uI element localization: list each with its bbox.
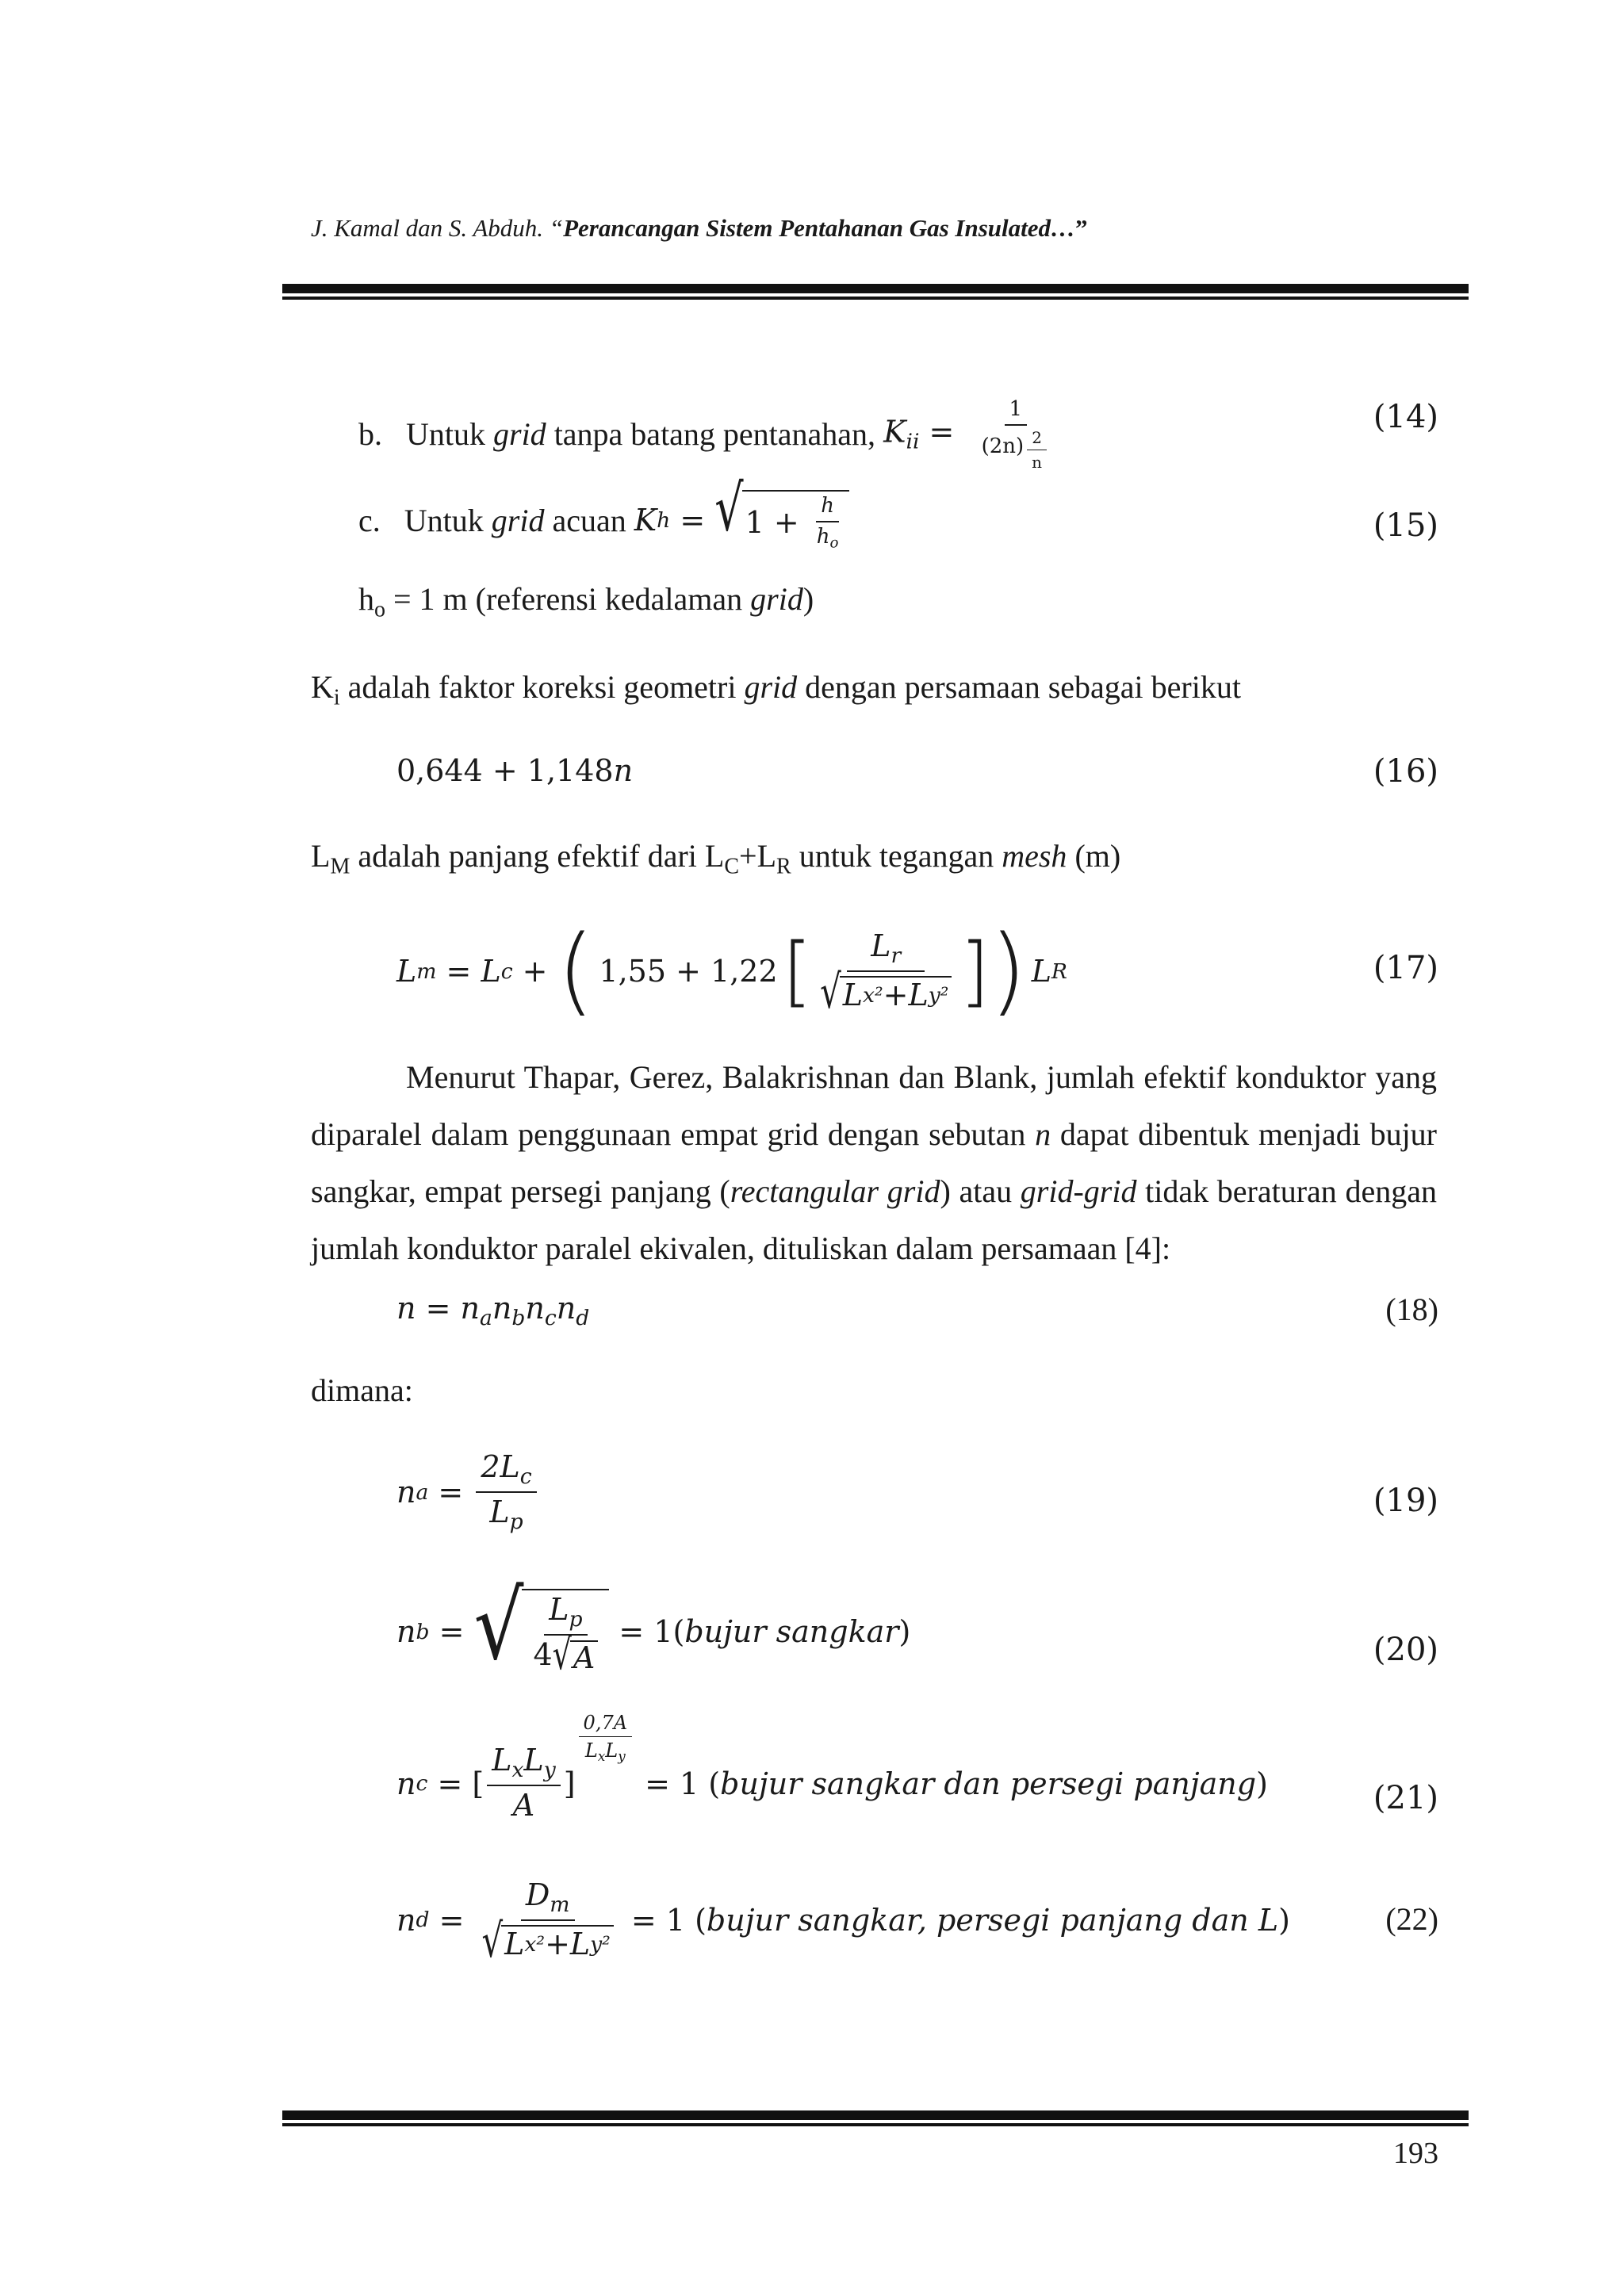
footer-rule-thin bbox=[282, 2123, 1469, 2126]
header-rule-thick bbox=[282, 284, 1469, 293]
eq18-number: (18) bbox=[1385, 1292, 1438, 1327]
eq19-number: (19) bbox=[1373, 1483, 1438, 1519]
eq19-formula: n a = $\frac{2L_c}{L_p}$ bbox=[396, 1451, 540, 1533]
body-paragraph: Menurut Thapar, Gerez, Balakrishnan dan Blank, jumlah efektif konduktor yang diparalel dalam penggunaan empat grid dengan sebutan n dapat dibentuk menjadi bujur sangkar, empat persegi panjang (rectangular grid) atau grid-grid tidak beraturan dengan jumlah konduktor paralel ekivalen, dituliskan dalam persamaan [4]: bbox=[311, 1059, 1438, 1266]
footer-rule-thick bbox=[282, 2110, 1469, 2120]
eq15-number: (15) bbox=[1373, 507, 1438, 544]
header-rule-thin bbox=[282, 297, 1469, 300]
eq15-formula: K h = √ 1 + $\frac{h}{h_o}$ bbox=[634, 490, 850, 551]
ho-definition: $h_o = 1$ m (referensi kedalaman grid) bbox=[358, 581, 814, 622]
eq20-formula: n b = √ $L_p$ 4 √ A = 1( bujur sangkar ) bbox=[396, 1571, 911, 1682]
header-title: Perancangan Sistem Pentahanan bbox=[563, 214, 910, 242]
eq21-formula: n c = [ $\frac{L_xL_y}{A}$ ] $\frac{0,7A}{L_xL_y}$ = 1 ( bujur sangkar dan persegi panjang ) bbox=[396, 1712, 1268, 1823]
eq18-formula: $n = n_an_bn_cn_d$ bbox=[396, 1291, 590, 1330]
eq14-formula: $K_{ii}$ = 1 (2n) $\frac{2}{n}$ bbox=[883, 398, 1058, 471]
eq22-formula: n d = $D_m$ √ L x² + L y² = 1 ( bujur sangkar, persegi panjang dan L ) bbox=[396, 1877, 1290, 1968]
running-header bbox=[311, 214, 1088, 243]
eq17-number: (17) bbox=[1373, 950, 1438, 986]
ki-definition: $K_i$ adalah faktor koreksi geometri grid dengan persamaan sebagai berikut bbox=[311, 669, 1241, 710]
eq17-open-bracket: [ bbox=[782, 927, 813, 1016]
header-authors: J. Kamal dan S. Abduh. “ bbox=[311, 214, 564, 242]
eq17-close-paren: ) bbox=[989, 916, 1027, 1026]
eq20-number: (20) bbox=[1373, 1632, 1438, 1668]
eq22-number: (22) bbox=[1385, 1901, 1438, 1937]
eq17-open-paren: ( bbox=[557, 916, 595, 1026]
header-close-quote: ” bbox=[1075, 214, 1088, 242]
eq15-sqrt: √ 1 + $\frac{h}{h_o}$ bbox=[714, 490, 849, 551]
eq21-number: (21) bbox=[1373, 1780, 1438, 1816]
page-number: 193 bbox=[1393, 2137, 1438, 2170]
lm-definition: $L_M$ adalah panjang efektif dari $L_C+L_R$ untuk tegangan mesh (m) bbox=[311, 838, 1121, 879]
eq16-formula: 0,644 + 1,148n bbox=[396, 753, 634, 788]
item-c: c. Untuk grid acuan K h = √ 1 + $\frac{h}{h_o}$ bbox=[358, 490, 849, 551]
header-title-italic: Gas Insulated… bbox=[909, 214, 1076, 242]
eq14-fraction: 1 (2n) $\frac{2}{n}$ bbox=[977, 398, 1055, 471]
eq17-close-bracket: ] bbox=[959, 927, 990, 1016]
eq14-number: (14) bbox=[1373, 399, 1438, 435]
eq17-formula: L m = L c + ( 1,55 + 1,22 [ $L_r$ √ L x² + L y² ] ) L R bbox=[396, 916, 1067, 1026]
eq16-number: (16) bbox=[1373, 753, 1438, 790]
dimana-label: dimana: bbox=[311, 1372, 413, 1408]
item-b: b. Untuk grid tanpa batang pentanahan, $K_{ii}$ = 1 (2n) $\frac{2}{n}$ bbox=[358, 398, 1058, 471]
